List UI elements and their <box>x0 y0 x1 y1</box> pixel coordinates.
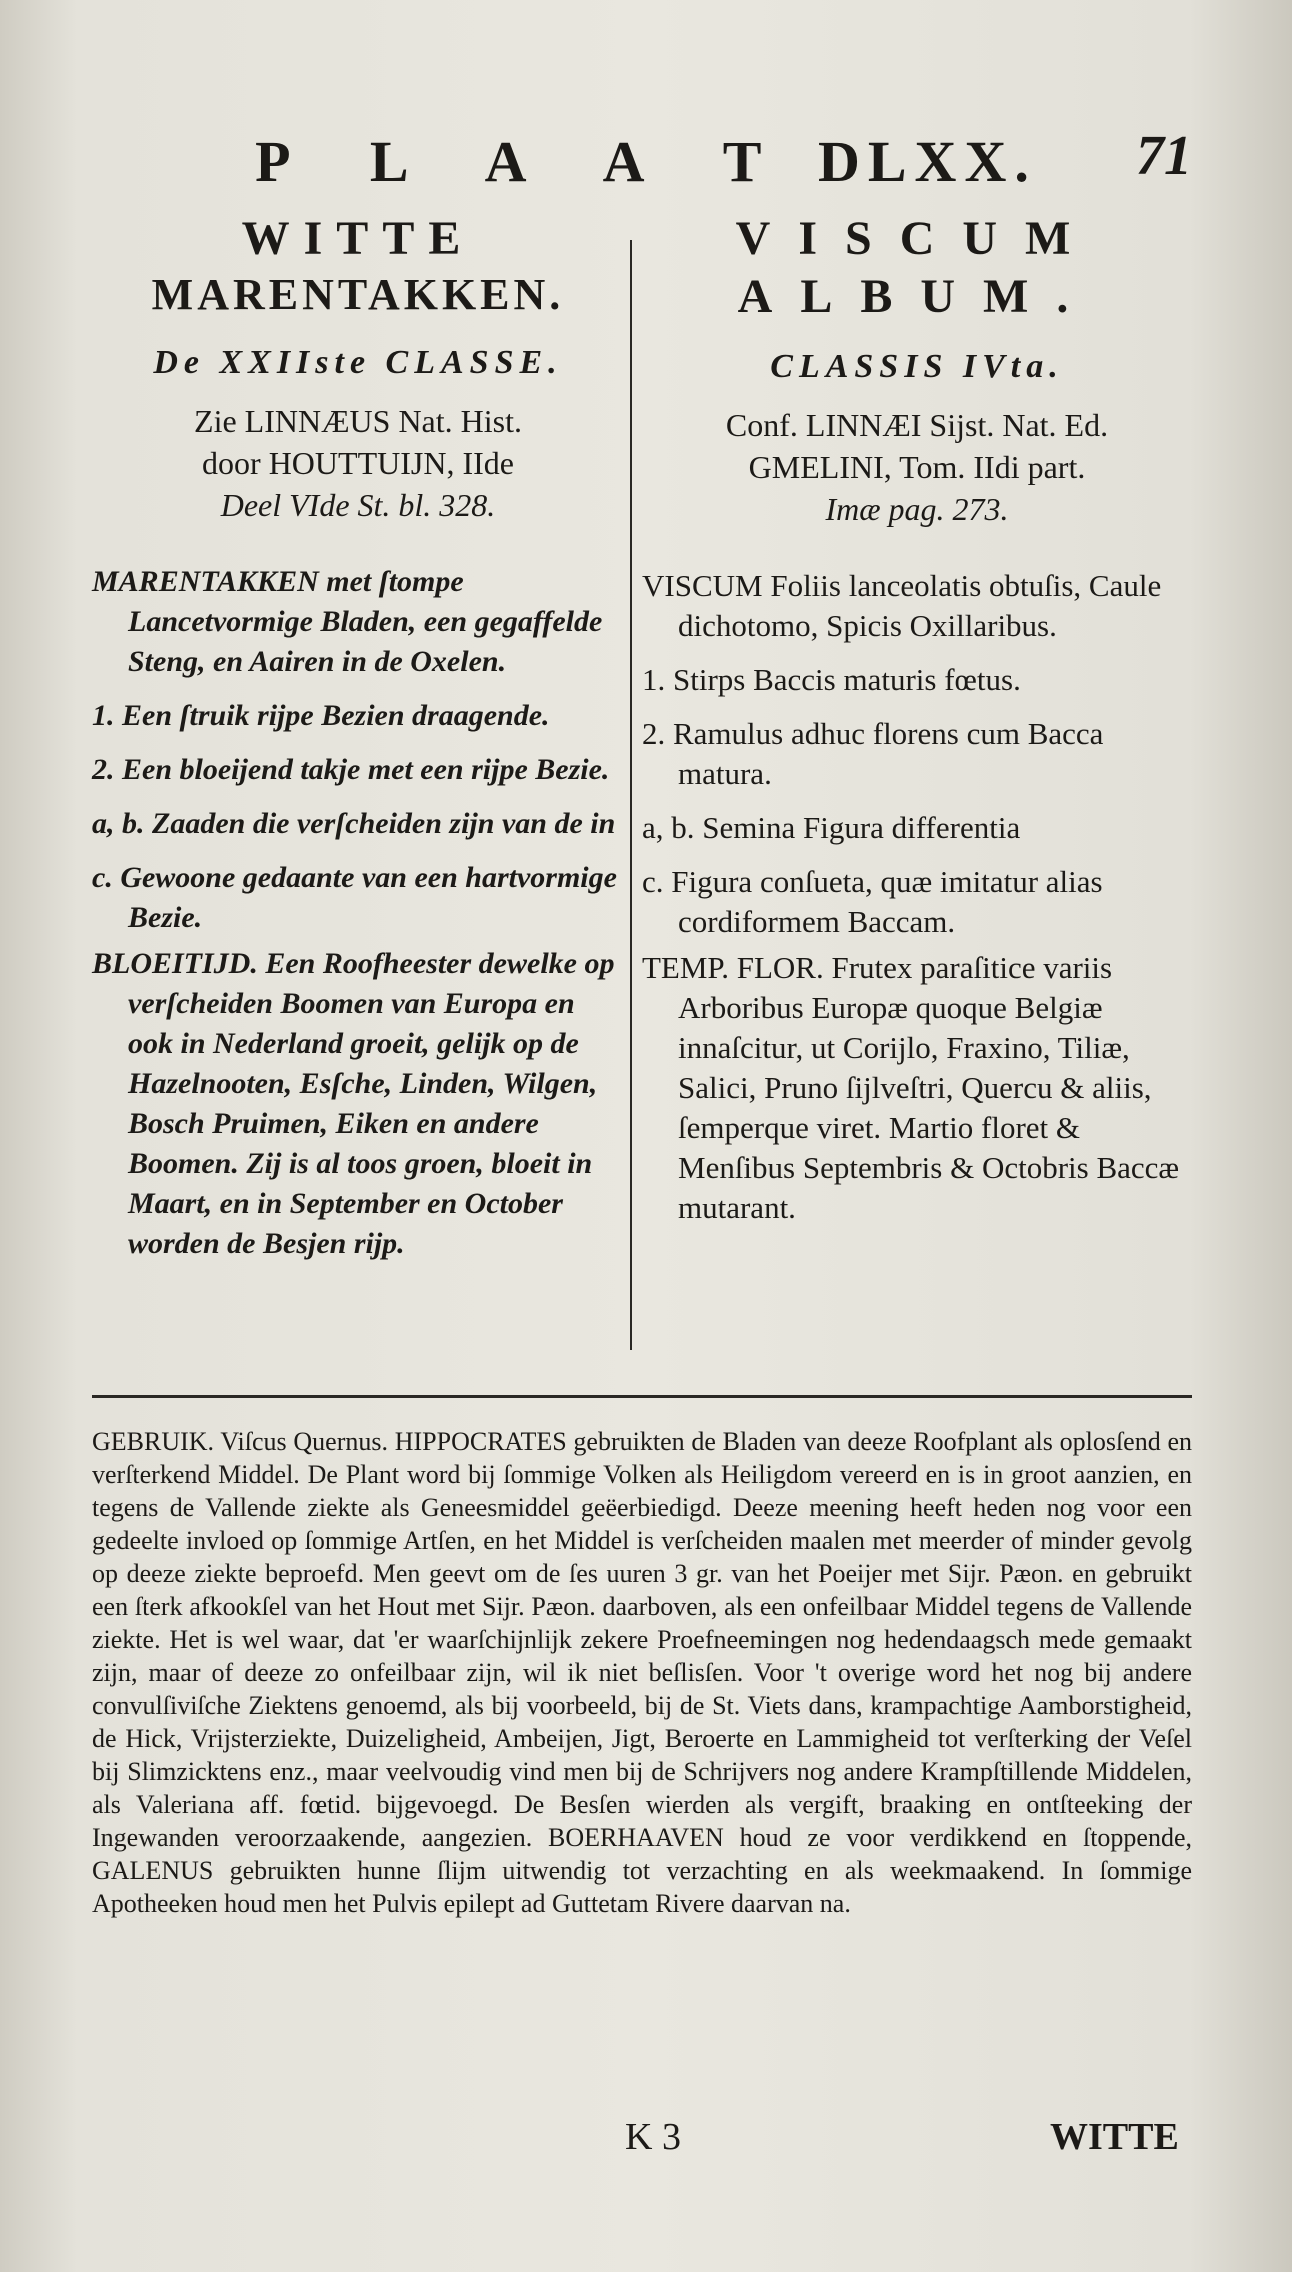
dutch-ref-line3: Deel VIde St. bl. 328. <box>220 487 496 523</box>
latin-classis: CLASSIS IVta. <box>770 348 1064 385</box>
dutch-column <box>92 210 624 1264</box>
latin-paragraph: VISCUM Foliis lanceolatis obtuſis, Caule dichotomo, Spicis Oxillaribus. <box>642 568 1162 643</box>
plate-heading <box>0 128 1292 195</box>
dutch-paragraph: 2. Een bloeijend takje met een rijpe Bezie. <box>92 753 610 786</box>
dutch-ref-line1: Zie LINNÆUS Nat. Hist. <box>194 403 522 439</box>
catchword: WITTE <box>1050 2116 1179 2158</box>
dutch-description <box>92 562 624 1264</box>
latin-reference <box>642 404 1192 530</box>
latin-paragraph: 1. Stirps Baccis maturis fœtus. <box>642 662 1021 697</box>
signature-mark: K 3 <box>625 2116 681 2158</box>
horizontal-rule <box>92 1395 1192 1398</box>
dutch-paragraph: c. Gewoone gedaante van een hartvormige Bezie. <box>92 861 617 934</box>
plaat-label: P L A A T <box>255 129 796 194</box>
latin-paragraph: TEMP. FLOR. Frutex paraſitice variis Arboribus Europæ quoque Belgiæ innaſcitur, ut Corijlo, Fraxino, Tiliæ, Salici, Pruno ſijlveſtri, Quercu & aliis, ſemperque viret. Martio floret & Menſibus Septembris & Octobris Baccæ mutarant. <box>642 950 1180 1225</box>
latin-title-line1: VISCUM <box>735 212 1099 265</box>
latin-description <box>642 566 1192 1228</box>
dutch-paragraph: BLOEITIJD. Een Roofheester dewelke op verſcheiden Boomen van Europa en ook in Nederland groeit, gelijk op de Hazelnooten, Esſche, Linden, Wilgen, Bosch Pruimen, Eiken en andere Boomen. Zij is al toos groen, bloeit in Maart, en in September en October worden de Besjen rijp. <box>92 947 615 1260</box>
page-number: 71 <box>1136 125 1192 187</box>
latin-ref-line1: Conf. LINNÆI Sijst. Nat. Ed. <box>725 407 1109 443</box>
dutch-paragraph: 1. Een ſtruik rijpe Bezien draagende. <box>92 699 550 732</box>
latin-column <box>642 210 1192 1228</box>
dutch-paragraph: MARENTAKKEN met ſtompe Lancetvormige Bladen, een gegaffelde Steng, en Aairen in de Oxelen. <box>92 565 603 678</box>
dutch-ref-line2: door HOUTTUIJN, IIde <box>202 445 514 481</box>
dutch-reference <box>92 400 624 526</box>
dutch-title-line2: MARENTAKKEN. <box>151 270 565 319</box>
gebruik-paragraph: GEBRUIK. Viſcus Quernus. HIPPOCRATES gebruikten de Bladen van deeze Roofplant als oplosſend en verſterkend Middel. De Plant word bij ſommige Volken als Heiligdom vereerd en is in groot aanzien, en tegens de Vallende ziekte als Geneesmiddel geëerbiedigd. Deeze meening heeft heden nog voor een gedeelte invloed op ſommige Artſen, en het Middel is verſcheiden maalen met meerder of minder gevolg op deeze ziekte beproefd. Men geevt om de ſes uuren 3 gr. van het Poeijer met Sijr. Pæon. en gebruikt een ſterk afkookſel van het Hout met Sijr. Pæon. daarboven, als een onfeilbaar Middel tegens de Vallende ziekte. Het is wel waar, dat 'er waarſchijnlijk zekere Proefneemingen nog hedendaagsch mede gemaakt zijn, maar of deeze zo onfeilbaar zijn, wil ik niet beſlisſen. Voor 't overige word het nog bij andere convulſiviſche Ziektens genoemd, als bij voorbeeld, bij de St. Viets dans, krampachtige Aamborstigheid, de Hick, Vrijsterziekte, Duizeligheid, Ambeijen, Jigt, Beroerte en Lammigheid tot verſterking der Veſel bij Slimzicktens enz., maar veelvoudig vind men bij de Schrijvers nog andere Krampſtillende Middelen, als Valeriana aff. fœtid. bijgevoegd. De Besſen wierden als vergift, braaking en ontſteeking der Ingewanden veroorzaakende, aangezien. BOERHAAVEN houd ze voor verdikkend en ſtoppende, GALENUS gebruikten hunne ſlijm uitwendig tot verzachting en als weekmaakend. In ſommige Apotheeken houd men het Pulvis epilept ad Guttetam Rivere daarvan na. <box>92 1427 1192 1918</box>
latin-paragraph: a, b. Semina Figura differentia <box>642 810 1021 845</box>
latin-ref-line3: Imæ pag. 273. <box>825 491 1009 527</box>
dutch-title-line1: WITTE <box>241 212 475 265</box>
latin-title-line2: ALBUM. <box>737 270 1097 323</box>
latin-paragraph: 2. Ramulus adhuc florens cum Bacca matura. <box>642 716 1104 791</box>
dutch-classe: De XXIIste CLASSE. <box>153 344 563 381</box>
latin-paragraph: c. Figura conſueta, quæ imitatur alias cordiformem Baccam. <box>642 864 1103 939</box>
dutch-paragraph: a, b. Zaaden die verſcheiden zijn van de in <box>92 807 616 840</box>
column-divider <box>630 240 632 1350</box>
plate-number: DLXX. <box>817 129 1037 194</box>
latin-ref-line2: GMELINI, Tom. IIdi part. <box>748 449 1086 485</box>
page-footer <box>0 2115 1292 2165</box>
